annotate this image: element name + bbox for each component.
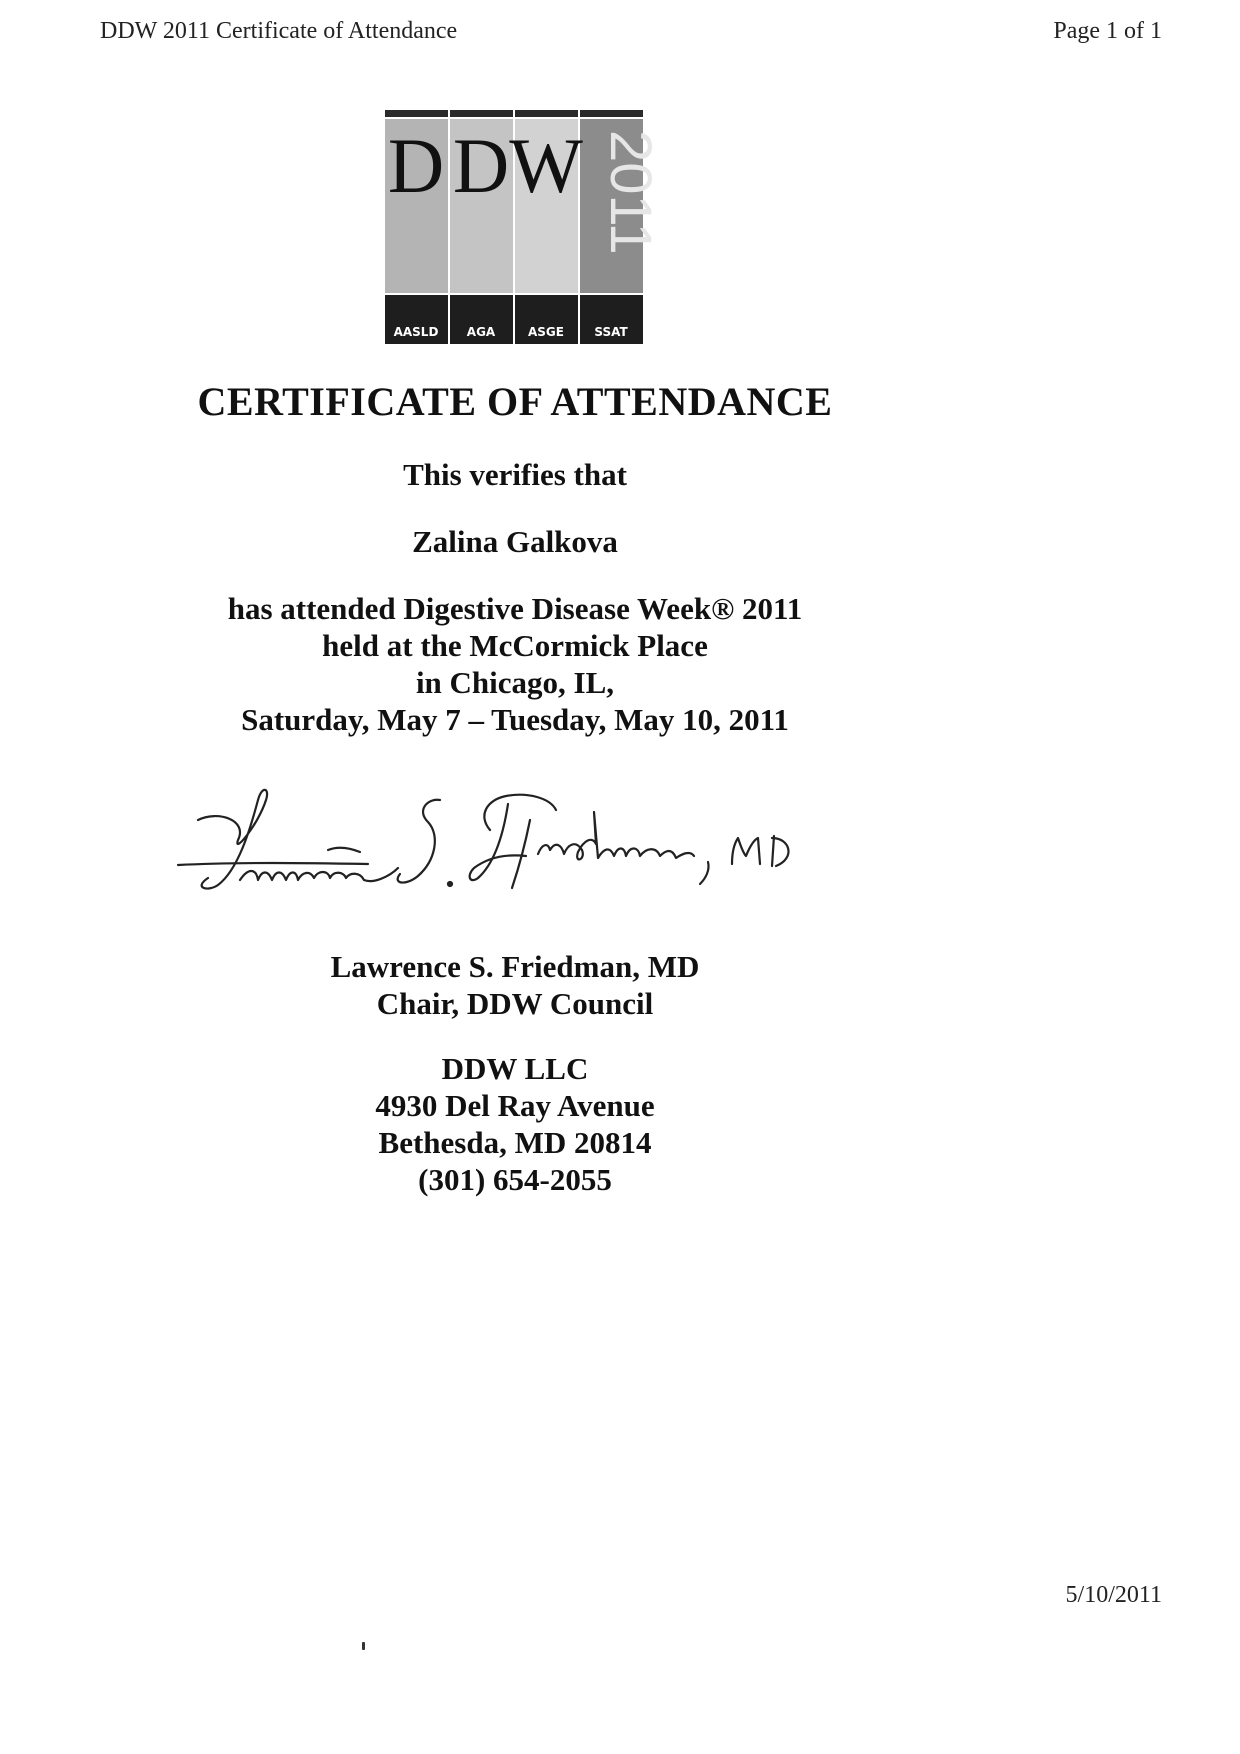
signatory-block [0, 948, 1030, 1022]
organization-phone: (301) 654-2055 [418, 1162, 612, 1197]
logo-letter-d1: D [387, 122, 445, 209]
event-line-dates: Saturday, May 7 – Tuesday, May 10, 2011 [241, 702, 789, 737]
organization-address [0, 1050, 1030, 1198]
event-details [0, 590, 1030, 738]
signatory-name: Lawrence S. Friedman, MD [330, 949, 700, 984]
logo-society-asge: ASGE [528, 325, 564, 339]
footer-date: 5/10/2011 [1065, 1582, 1162, 1608]
event-line-city: in Chicago, IL, [415, 665, 615, 700]
event-line-attended: has attended Digestive Disease Week® 2011 [227, 591, 803, 626]
certificate-title: CERTIFICATE OF ATTENDANCE [197, 379, 833, 424]
document-header-title: DDW 2011 Certificate of Attendance [100, 18, 458, 44]
ddw-2011-logo [385, 110, 663, 344]
handwritten-signature [178, 780, 858, 920]
logo-letter-w: W [509, 122, 583, 209]
logo-year: 2011 [598, 130, 663, 255]
organization-city: Bethesda, MD 20814 [378, 1125, 652, 1160]
scan-mark [362, 1642, 365, 1650]
organization-street: 4930 Del Ray Avenue [375, 1088, 655, 1123]
logo-society-ssat: SSAT [594, 325, 628, 339]
signatory-role: Chair, DDW Council [376, 986, 654, 1021]
verifies-text: This verifies that [403, 457, 627, 492]
organization-name: DDW LLC [441, 1051, 589, 1086]
event-line-venue: held at the McCormick Place [322, 628, 708, 663]
logo-society-aga: AGA [466, 325, 496, 339]
page-indicator: Page 1 of 1 [1053, 18, 1162, 44]
attendee-name: Zalina Galkova [412, 524, 618, 559]
logo-letter-d2: D [452, 122, 510, 209]
logo-society-aasld: AASLD [393, 325, 439, 339]
